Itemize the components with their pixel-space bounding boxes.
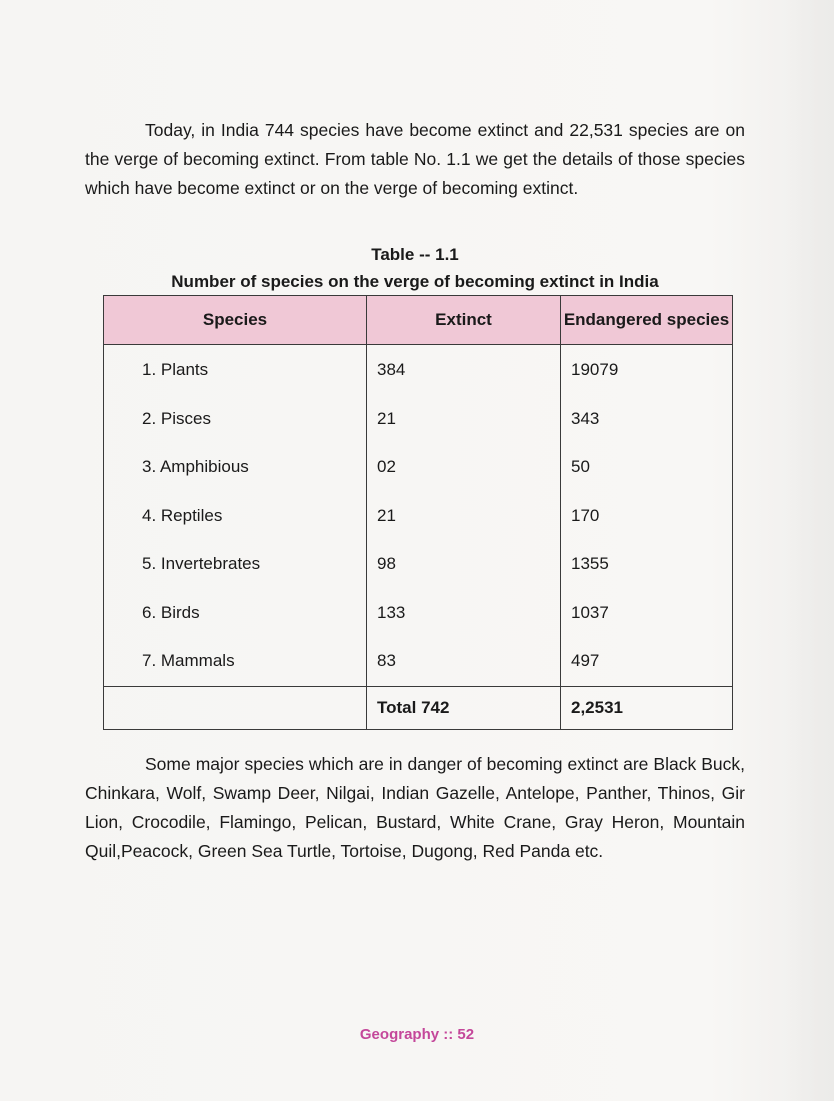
endangered-count: 19079 bbox=[561, 345, 733, 395]
table-row bbox=[104, 345, 733, 395]
extinct-count: 83 bbox=[367, 637, 561, 686]
endangered-count: 170 bbox=[561, 492, 733, 541]
total-empty-cell bbox=[104, 686, 367, 729]
table-row bbox=[104, 540, 733, 589]
species-name: 7. Mammals bbox=[104, 637, 367, 686]
table-row bbox=[104, 589, 733, 638]
header-extinct: Extinct bbox=[367, 296, 561, 345]
species-name: 4. Reptiles bbox=[104, 492, 367, 541]
table-row bbox=[104, 395, 733, 444]
endangered-count: 343 bbox=[561, 395, 733, 444]
extinct-count: 98 bbox=[367, 540, 561, 589]
table-number: Table -- 1.1 bbox=[371, 245, 459, 264]
table-row bbox=[104, 443, 733, 492]
closing-paragraph: Some major species which are in danger of becoming extinct are Black Buck, Chinkara, Wolf, Swamp Deer, Nilgai, Indian Gazelle, Antelope, Panther, Thinos, Gir Lion, Crocodile, Flamingo, Pelican, Bustard, White Crane, Gray Heron, Mountain Quil,Peacock, Green Sea Turtle, Tortoise, Dugong, Red Panda etc. bbox=[85, 754, 745, 861]
page-footer: Geography :: 52 bbox=[359, 1026, 475, 1043]
header-species: Species bbox=[104, 296, 367, 345]
species-name: 1. Plants bbox=[104, 345, 367, 395]
endangered-count: 50 bbox=[561, 443, 733, 492]
table-row bbox=[104, 492, 733, 541]
species-table bbox=[103, 295, 733, 730]
endangered-count: 1037 bbox=[561, 589, 733, 638]
species-name: 3. Amphibious bbox=[104, 443, 367, 492]
endangered-count: 1355 bbox=[561, 540, 733, 589]
endangered-count: 497 bbox=[561, 637, 733, 686]
total-row bbox=[104, 686, 733, 729]
total-endangered: 2,2531 bbox=[561, 686, 733, 729]
extinct-count: 384 bbox=[367, 345, 561, 395]
extinct-count: 21 bbox=[367, 395, 561, 444]
extinct-count: 133 bbox=[367, 589, 561, 638]
intro-paragraph: Today, in India 744 species have become extinct and 22,531 species are on the verge of becoming extinct. From table No. 1.1 we get the details of those species which have become extinct or on the verge of becoming extinct. bbox=[85, 120, 745, 198]
species-name: 5. Invertebrates bbox=[104, 540, 367, 589]
extinct-count: 02 bbox=[367, 443, 561, 492]
total-extinct: Total 742 bbox=[367, 686, 561, 729]
header-endangered: Endangered species bbox=[561, 296, 733, 345]
species-name: 2. Pisces bbox=[104, 395, 367, 444]
table-header-row bbox=[104, 296, 733, 345]
table-row bbox=[104, 637, 733, 686]
table-title: Number of species on the verge of becoming extinct in India bbox=[171, 272, 659, 291]
extinct-count: 21 bbox=[367, 492, 561, 541]
species-name: 6. Birds bbox=[104, 589, 367, 638]
page-edge-shadow bbox=[786, 0, 834, 1101]
